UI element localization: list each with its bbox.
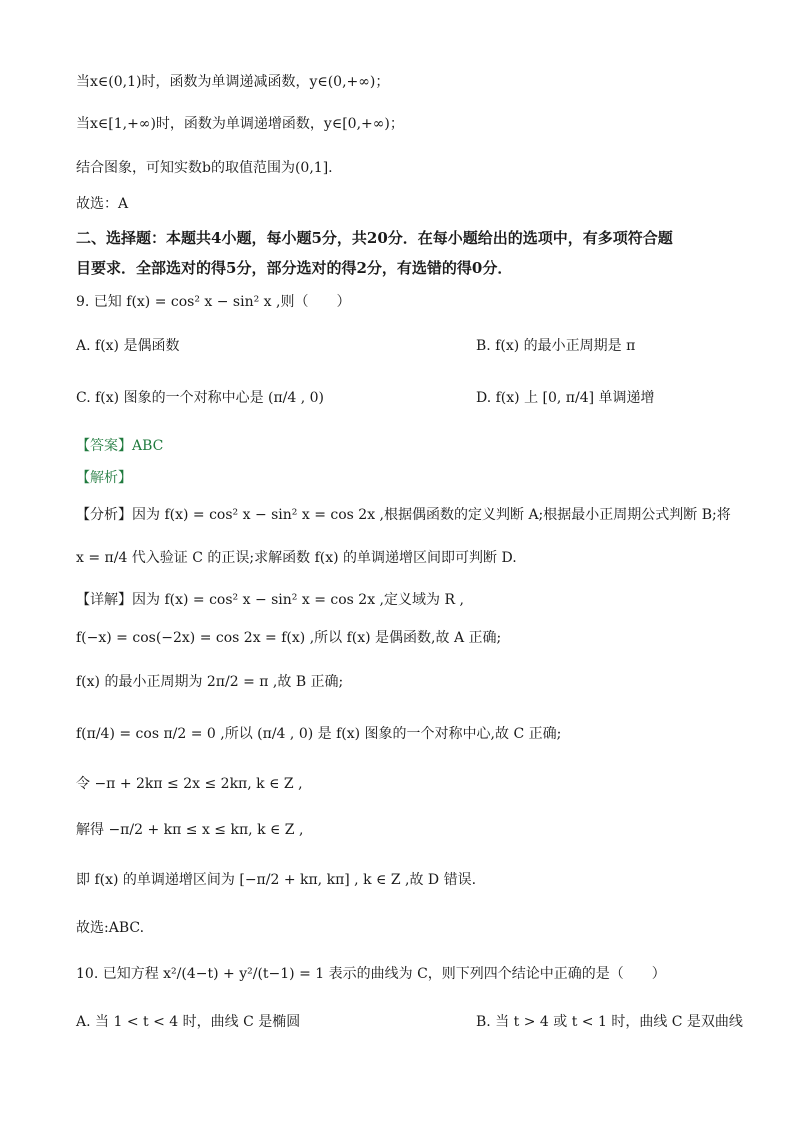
q9-option-b: B. f(x) 的最小正周期是 π <box>476 338 636 354</box>
q10-option-b: B. 当 t > 4 或 t < 1 时，曲线 C 是双曲线 <box>476 1014 743 1030</box>
q9-option-d: D. f(x) 上 [0, π/4] 单调递增 <box>476 390 655 406</box>
section-title-line-2: 目要求．全部选对的得5分，部分选对的得2分，有选错的得0分． <box>76 259 513 277</box>
q9-options-row-1 <box>76 336 740 356</box>
analysis-label: 【解析】 <box>76 470 132 486</box>
xiangjie-line-1: 【详解】因为 f(x) = cos² x − sin² x = cos 2x ,定义域为 R , <box>76 592 464 608</box>
text-line-4: 故选：A <box>76 196 129 212</box>
question-10: 10. 已知方程 x²/(4−t) + y²/(t−1) = 1 表示的曲线为 C，则下列四个结论中正确的是（ ） <box>76 966 666 982</box>
section-title-line-1: 二、选择题：本题共4小题，每小题5分，共20分．在每小题给出的选项中，有多项符合题 <box>76 229 673 247</box>
xiangjie-line-3: f(x) 的最小正周期为 2π/2 = π ,故 B 正确; <box>76 674 344 690</box>
xiangjie-line-2: f(−x) = cos(−2x) = cos 2x = f(x) ,所以 f(x) 是偶函数,故 A 正确; <box>76 630 502 646</box>
question-9: 9. 已知 f(x) = cos² x − sin² x ,则（ ） <box>76 294 351 310</box>
text-line-2: 当x∈[1,+∞)时，函数为单调递增函数，y∈[0,+∞)； <box>76 116 404 132</box>
xiangjie-line-6: 解得 −π/2 + kπ ≤ x ≤ kπ, k ∈ Z , <box>76 822 304 838</box>
answer-line: 【答案】ABC <box>76 438 164 454</box>
q10-option-a: A. 当 1 < t < 4 时，曲线 C 是椭圆 <box>76 1014 301 1030</box>
xiangjie-line-5: 令 −π + 2kπ ≤ 2x ≤ 2kπ, k ∈ Z , <box>76 776 303 792</box>
text-line-3: 结合图象，可知实数b的取值范围为(0,1]. <box>76 160 333 176</box>
text-line-1: 当x∈(0,1)时，函数为单调递减函数，y∈(0,+∞)； <box>76 74 390 90</box>
q9-options-row-2 <box>76 388 740 408</box>
q9-option-c: C. f(x) 图象的一个对称中心是 (π/4 , 0) <box>76 390 325 406</box>
xiangjie-line-7: 即 f(x) 的单调递增区间为 [−π/2 + kπ, kπ] , k ∈ Z ,故 D 错误. <box>76 872 477 888</box>
fenxi-line-2: x = π/4 代入验证 C 的正误;求解函数 f(x) 的单调递增区间即可判断 D. <box>76 550 517 566</box>
q10-options-row-1 <box>76 1012 743 1032</box>
q9-option-a: A. f(x) 是偶函数 <box>76 338 180 354</box>
xiangjie-line-8: 故选:ABC. <box>76 920 145 936</box>
fenxi-line-1: 【分析】因为 f(x) = cos² x − sin² x = cos 2x ,根据偶函数的定义判断 A;根据最小正周期公式判断 B;将 <box>76 507 731 523</box>
xiangjie-line-4: f(π/4) = cos π/2 = 0 ,所以 (π/4 , 0) 是 f(x) 图象的一个对称中心,故 C 正确; <box>76 726 562 742</box>
